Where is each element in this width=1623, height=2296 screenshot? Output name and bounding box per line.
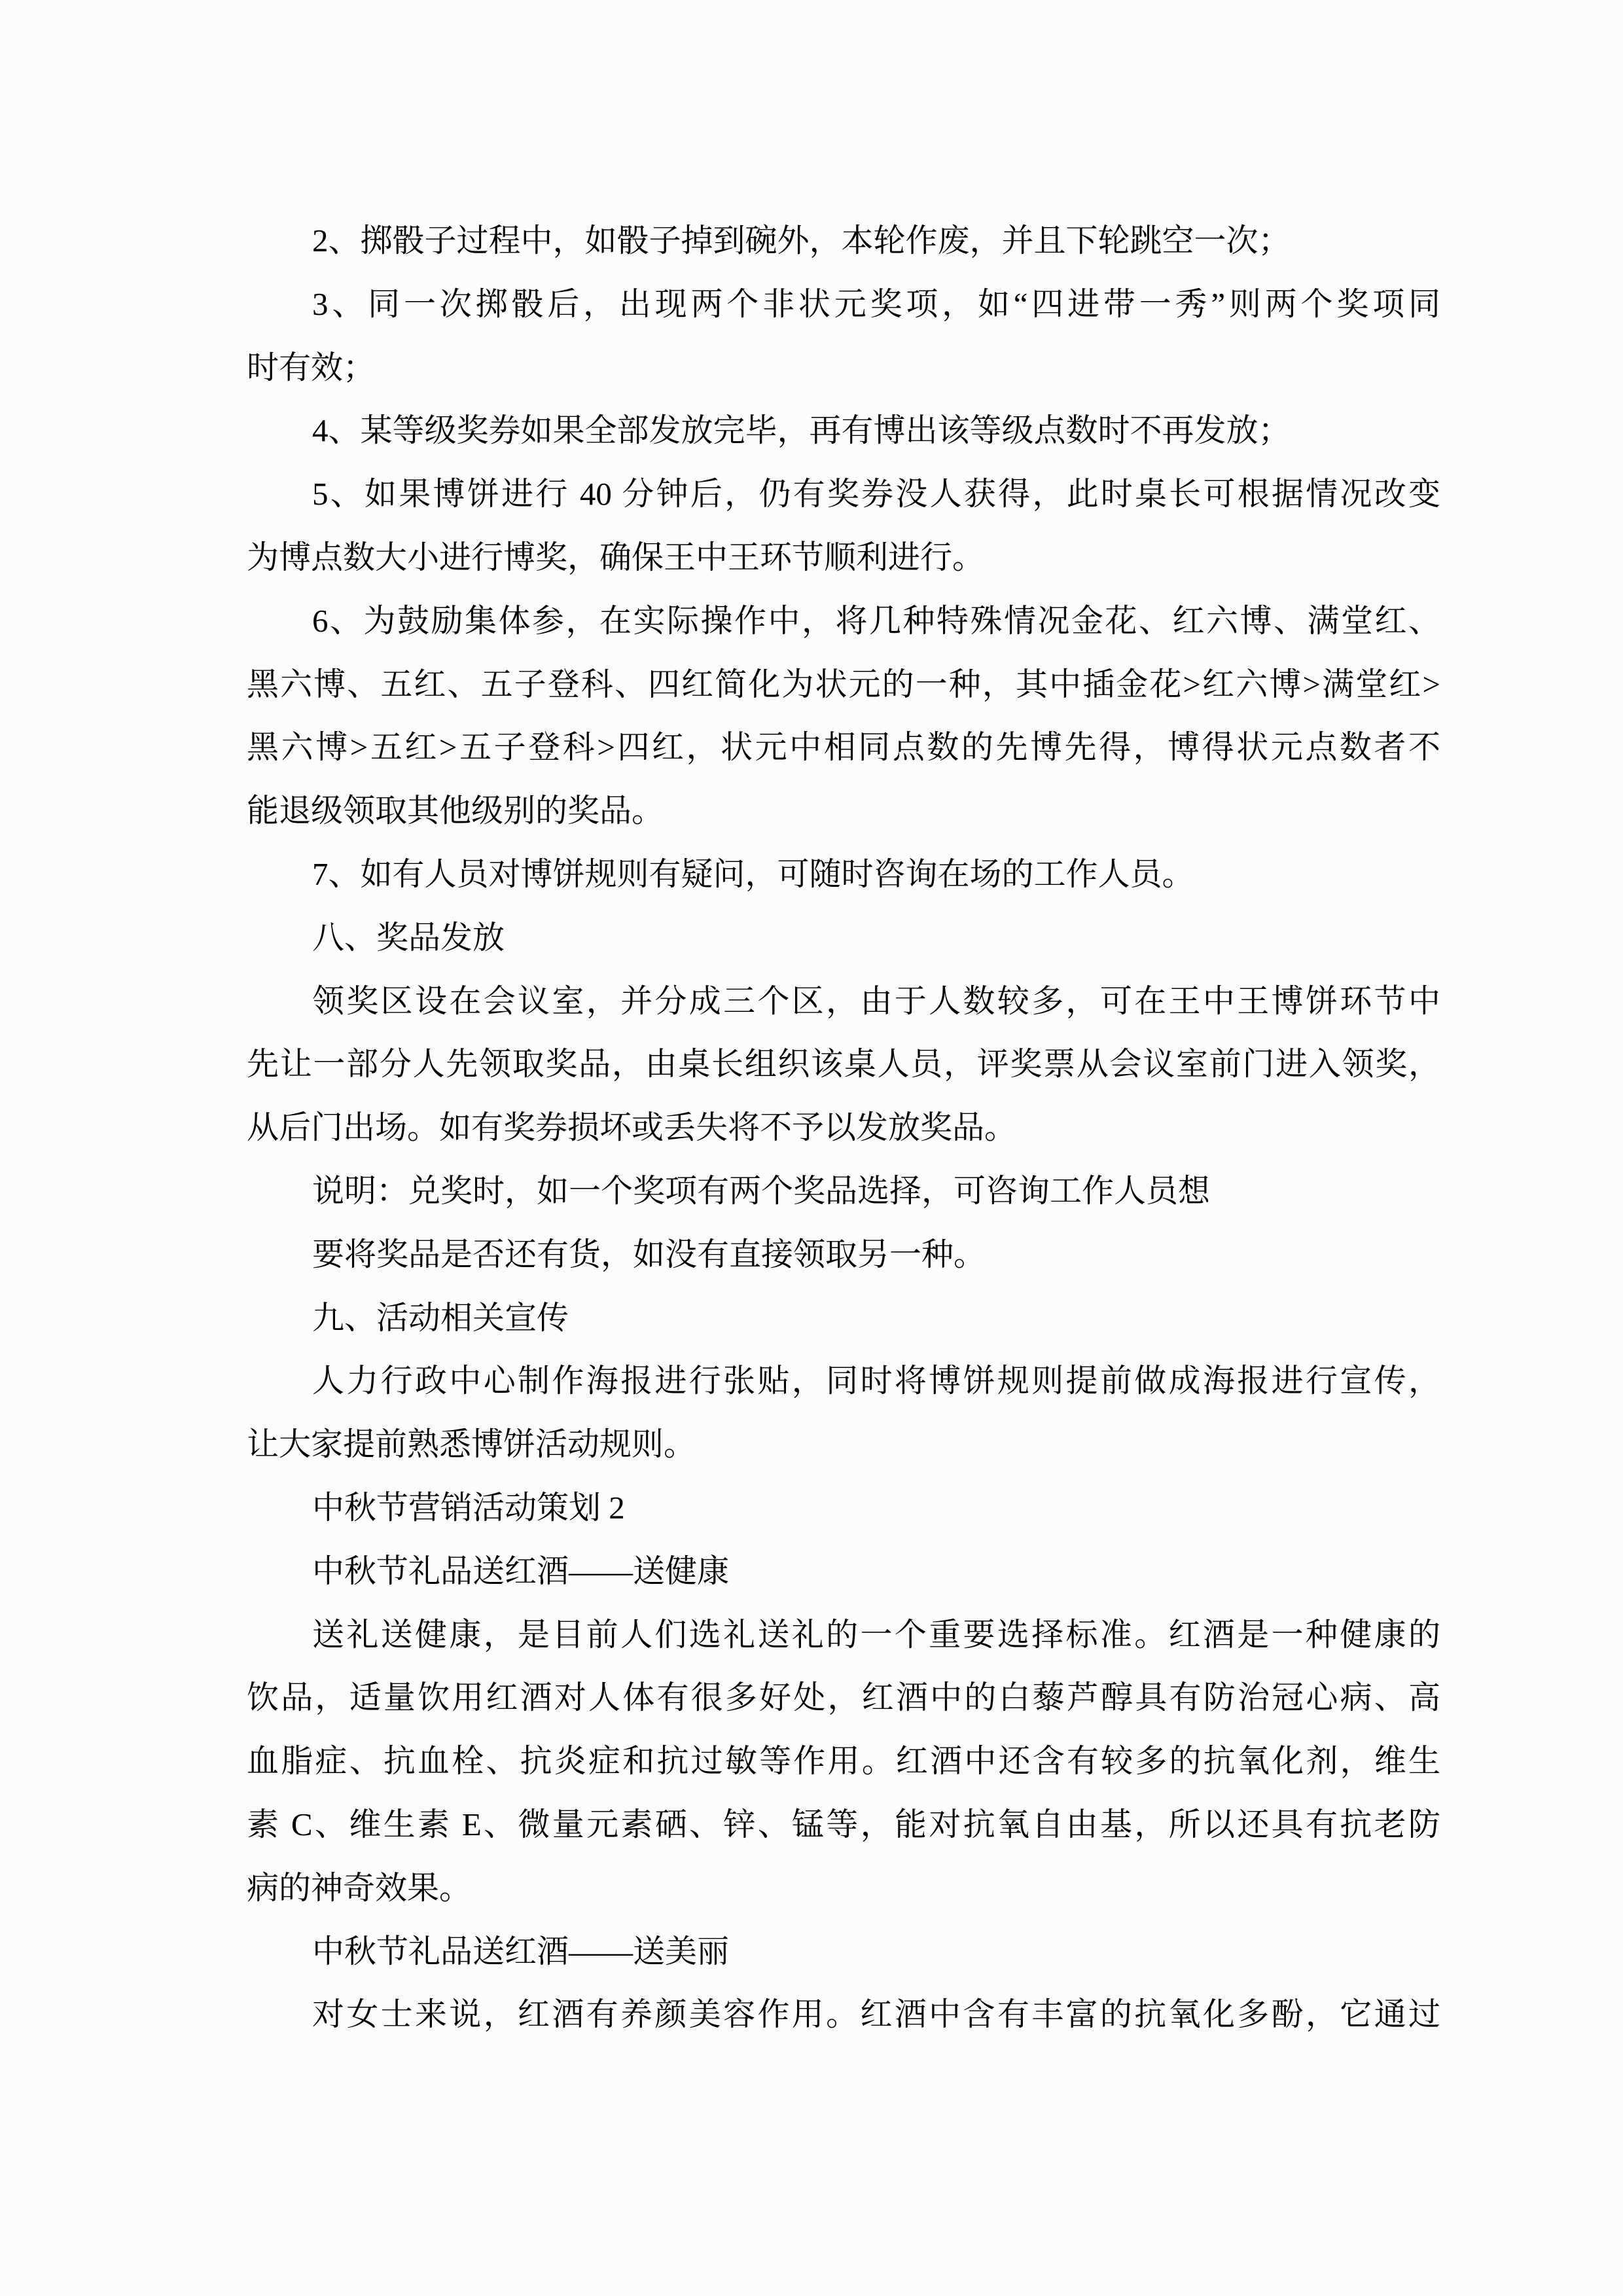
red-wine-health-text: 素 C、维生素 E、微量元素硒、锌、锰等，能对抗氧自由基，所以还具有抗老防 bbox=[247, 1806, 1440, 1842]
rule-item-2: 2、掷骰子过程中，如骰子掉到碗外，本轮作废，并且下轮跳空一次； bbox=[312, 223, 1291, 259]
promotion-text: 人力行政中心制作海报进行张贴，同时将博饼规则提前做成海报进行宣传， bbox=[312, 1363, 1440, 1399]
rule-item-6-continued: 黑六博>五红>五子登科>四红，状元中相同点数的先博先得，博得状元点数者不 bbox=[247, 729, 1440, 766]
prize-distribution-text: 先让一部分人先领取奖品，由桌长组织该桌人员，评奖票从会议室前门进入领奖， bbox=[247, 1046, 1440, 1083]
rule-item-5: 5、如果博饼进行 40 分钟后，仍有奖券没人获得，此时桌长可根据情况改变 bbox=[312, 476, 1440, 512]
rule-item-4: 4、某等级奖券如果全部发放完毕，再有博出该等级点数时不再发放； bbox=[312, 412, 1291, 449]
heading-red-wine-health: 中秋节礼品送红酒——送健康 bbox=[312, 1552, 730, 1589]
red-wine-health-text: 饮品，适量饮用红酒对人体有很多好处，红酒中的白藜芦醇具有防治冠心病、高 bbox=[247, 1679, 1440, 1716]
red-wine-health-text: 血脂症、抗血栓、抗炎症和抗过敏等作用。红酒中还含有较多的抗氧化剂，维生 bbox=[247, 1743, 1440, 1780]
heading-plan-2: 中秋节营销活动策划 2 bbox=[312, 1489, 625, 1526]
red-wine-health-text: 病的神奇效果。 bbox=[247, 1869, 472, 1906]
red-wine-beauty-text: 对女士来说，红酒有养颜美容作用。红酒中含有丰富的抗氧化多酚，它通过 bbox=[312, 1996, 1440, 2033]
prize-note-text: 说明：兑奖时，如一个奖项有两个奖品选择，可咨询工作人员想 bbox=[312, 1172, 1211, 1209]
document-text-block bbox=[247, 209, 1440, 2047]
prize-note-text: 要将奖品是否还有货，如没有直接领取另一种。 bbox=[312, 1236, 986, 1272]
rule-item-3: 3、同一次掷骰后，出现两个非状元奖项，如“四进带一秀”则两个奖项同 bbox=[312, 285, 1440, 322]
rule-item-5-continued: 为博点数大小进行博奖，确保王中王环节顺利进行。 bbox=[247, 539, 985, 575]
heading-activity-promotion: 九、活动相关宣传 bbox=[312, 1299, 569, 1336]
rule-item-7: 7、如有人员对博饼规则有疑问，可随时咨询在场的工作人员。 bbox=[312, 855, 1194, 892]
prize-distribution-text: 领奖区设在会议室，并分成三个区，由于人数较多，可在王中王博饼环节中 bbox=[312, 982, 1440, 1019]
prize-distribution-text: 从后门出场。如有奖券损坏或丢失将不予以发放奖品。 bbox=[247, 1109, 1017, 1146]
heading-prize-distribution: 八、奖品发放 bbox=[312, 919, 505, 956]
promotion-text: 让大家提前熟悉博饼活动规则。 bbox=[247, 1426, 696, 1463]
rule-item-3-continued: 时有效； bbox=[247, 349, 376, 386]
rule-item-6-continued: 能退级领取其他级别的奖品。 bbox=[247, 793, 664, 829]
heading-red-wine-beauty: 中秋节礼品送红酒——送美丽 bbox=[312, 1933, 730, 1969]
rule-item-6: 6、为鼓励集体参，在实际操作中，将几种特殊情况金花、红六博、满堂红、 bbox=[312, 602, 1440, 639]
red-wine-health-text: 送礼送健康，是目前人们选礼送礼的一个重要选择标准。红酒是一种健康的 bbox=[312, 1616, 1440, 1653]
rule-item-6-continued: 黑六博、五红、五子登科、四红简化为状元的一种，其中插金花>红六博>满堂红> bbox=[247, 666, 1440, 702]
